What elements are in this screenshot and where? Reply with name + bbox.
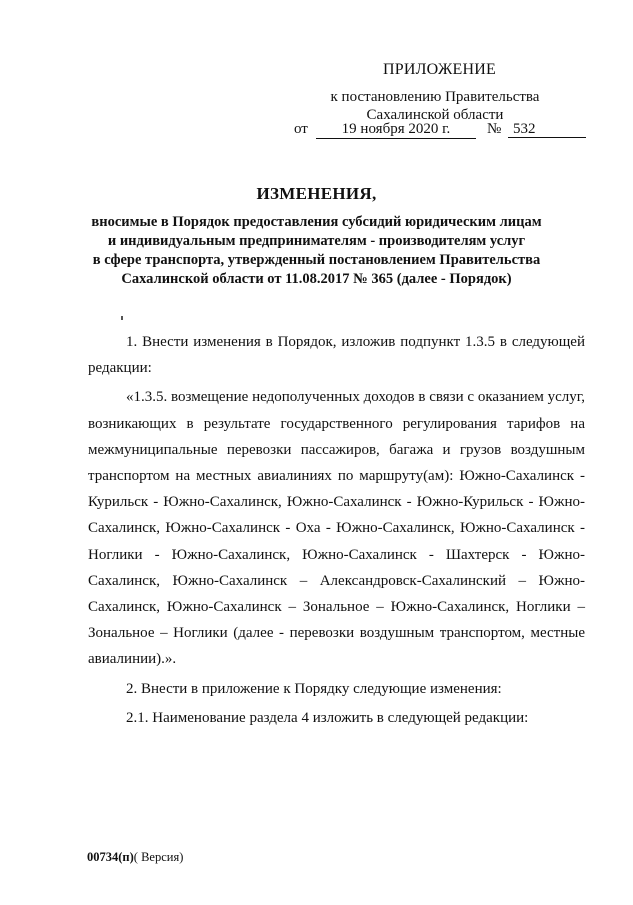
subtitle-line-4: Сахалинской области от 11.08.2017 № 365 (далее - Порядок) <box>121 271 512 287</box>
from-label: от <box>294 121 308 137</box>
document-title: ИЗМЕНЕНИЯ, <box>256 184 377 203</box>
resolution-number: 532 <box>508 121 586 138</box>
document-body <box>88 329 585 731</box>
paragraph-2-1: 2.1. Наименование раздела 4 изложить в следующей редакции: <box>126 709 529 726</box>
scan-speck <box>121 316 123 320</box>
number-sign: № <box>487 121 502 137</box>
resolution-line-2: Сахалинской области <box>366 107 504 123</box>
paragraph-2: 2. Внести в приложение к Порядку следующие изменения: <box>126 680 502 697</box>
appendix-label: ПРИЛОЖЕНИЕ <box>383 61 497 78</box>
subtitle-line-2: и индивидуальным предпринимателям - производителям услуг <box>107 233 526 249</box>
document-code <box>87 850 183 865</box>
subtitle-line-1: вносимые в Порядок предоставления субсидий юридическим лицам <box>91 214 542 230</box>
resolution-date: 19 ноября 2020 г. <box>316 121 476 139</box>
document-subtitle <box>60 213 573 289</box>
paragraph-1-3-5: «1.3.5. возмещение недополученных доходов в связи с оказанием услуг, возникающих в результате государственного регулирования тарифов на межмуниципальные перевозки пассажиров, багажа и грузов воздушным транспортом на местных авиалиниях по маршруту(ам): Южно-Сахалинск - Курильск - Южно-Сахалинск, Южно-Сахалинск - Южно-Курильск - Южно-Сахалинск, Южно-Сахалинск - Оха - Южно-Сахалинск, Южно-Сахалинск - Ноглики - Южно-Сахалинск, Южно-Сахалинск - Шахтерск - Южно-Сахалинск, Южно-Сахалинск – Александровск-Сахалинский – Южно-Сахалинск, Южно-Сахалинск – Зональное – Южно-Сахалинск, Ноглики – Зональное – Ноглики (далее - перевозки воздушным транспортом, местные авиалинии).». <box>88 389 585 668</box>
paragraph-1: 1. Внести изменения в Порядок, изложив подпункт 1.3.5 в следующей редакции: <box>88 334 585 377</box>
resolution-reference <box>300 88 570 124</box>
subtitle-line-3: в сфере транспорта, утвержденный постановлением Правительства <box>92 252 541 268</box>
document-code-version: ( Версия) <box>133 850 184 864</box>
resolution-line-1: к постановлению Правительства <box>330 89 540 105</box>
date-number-line <box>294 121 589 141</box>
document-code-number: 00734(п) <box>87 850 134 864</box>
